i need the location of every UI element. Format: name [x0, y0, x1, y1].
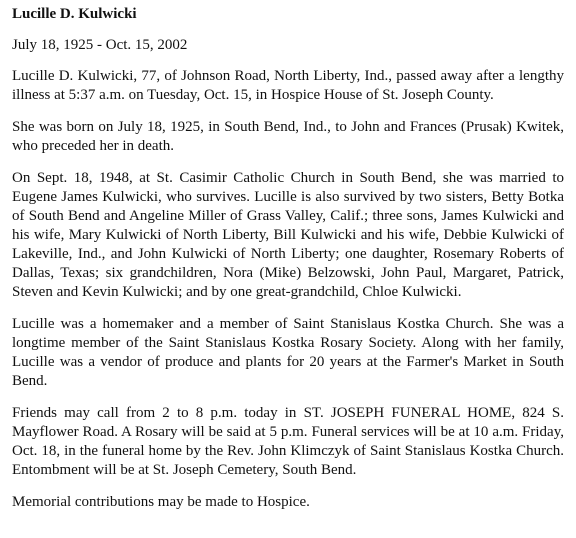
paragraph-birth: She was born on July 18, 1925, in South Bend, Ind., to John and Frances (Prusak) Kwitek, who preceded her in death. [12, 119, 564, 154]
life-dates: July 18, 1925 - Oct. 15, 2002 [12, 37, 188, 53]
obituary-title: Lucille D. Kulwicki [12, 6, 137, 22]
paragraph-services: Friends may call from 2 to 8 p.m. today in ST. JOSEPH FUNERAL HOME, 824 S. Mayflower Road. A Rosary will be said at 5 p.m. Funeral services will be at 10 a.m. Friday, Oct. 18, in the funeral home by the Rev. John Klimczyk of Saint Stanislaus Kostka Church. Entombment will be at St. Joseph Cemetery, South Bend. [12, 405, 564, 478]
paragraph-family: On Sept. 18, 1948, at St. Casimir Catholic Church in South Bend, she was married to Eugene James Kulwicki, who survives. Lucille is also survived by two sisters, Betty Botka of South Bend and Angeline Miller of Grass Valley, Calif.; three sons, James Kulwicki and his wife, Mary Kulwicki of North Liberty, Bill Kulwicki and his wife, Debbie Kulwicki of Lakeville, Ind., and John Kulwicki of North Liberty; one daughter, Rosemary Roberts of Dallas, Texas; six grandchildren, Nora (Mike) Belzowski, John Paul, Margaret, Patrick, Steven and Kevin Kulwicki; and by one great-grandchild, Chloe Kulwicki. [12, 170, 564, 300]
obituary-document [12, 5, 564, 512]
paragraph-memorials: Memorial contributions may be made to Hospice. [12, 494, 310, 510]
paragraph-life: Lucille was a homemaker and a member of Saint Stanislaus Kostka Church. She was a longtime member of the Saint Stanislaus Kostka Rosary Society. Along with her family, Lucille was a vendor of produce and plants for 20 years at the Farmer's Market in South Bend. [12, 316, 564, 389]
paragraph-death-notice: Lucille D. Kulwicki, 77, of Johnson Road, North Liberty, Ind., passed away after a lengthy illness at 5:37 a.m. on Tuesday, Oct. 15, in Hospice House of St. Joseph County. [12, 68, 564, 103]
